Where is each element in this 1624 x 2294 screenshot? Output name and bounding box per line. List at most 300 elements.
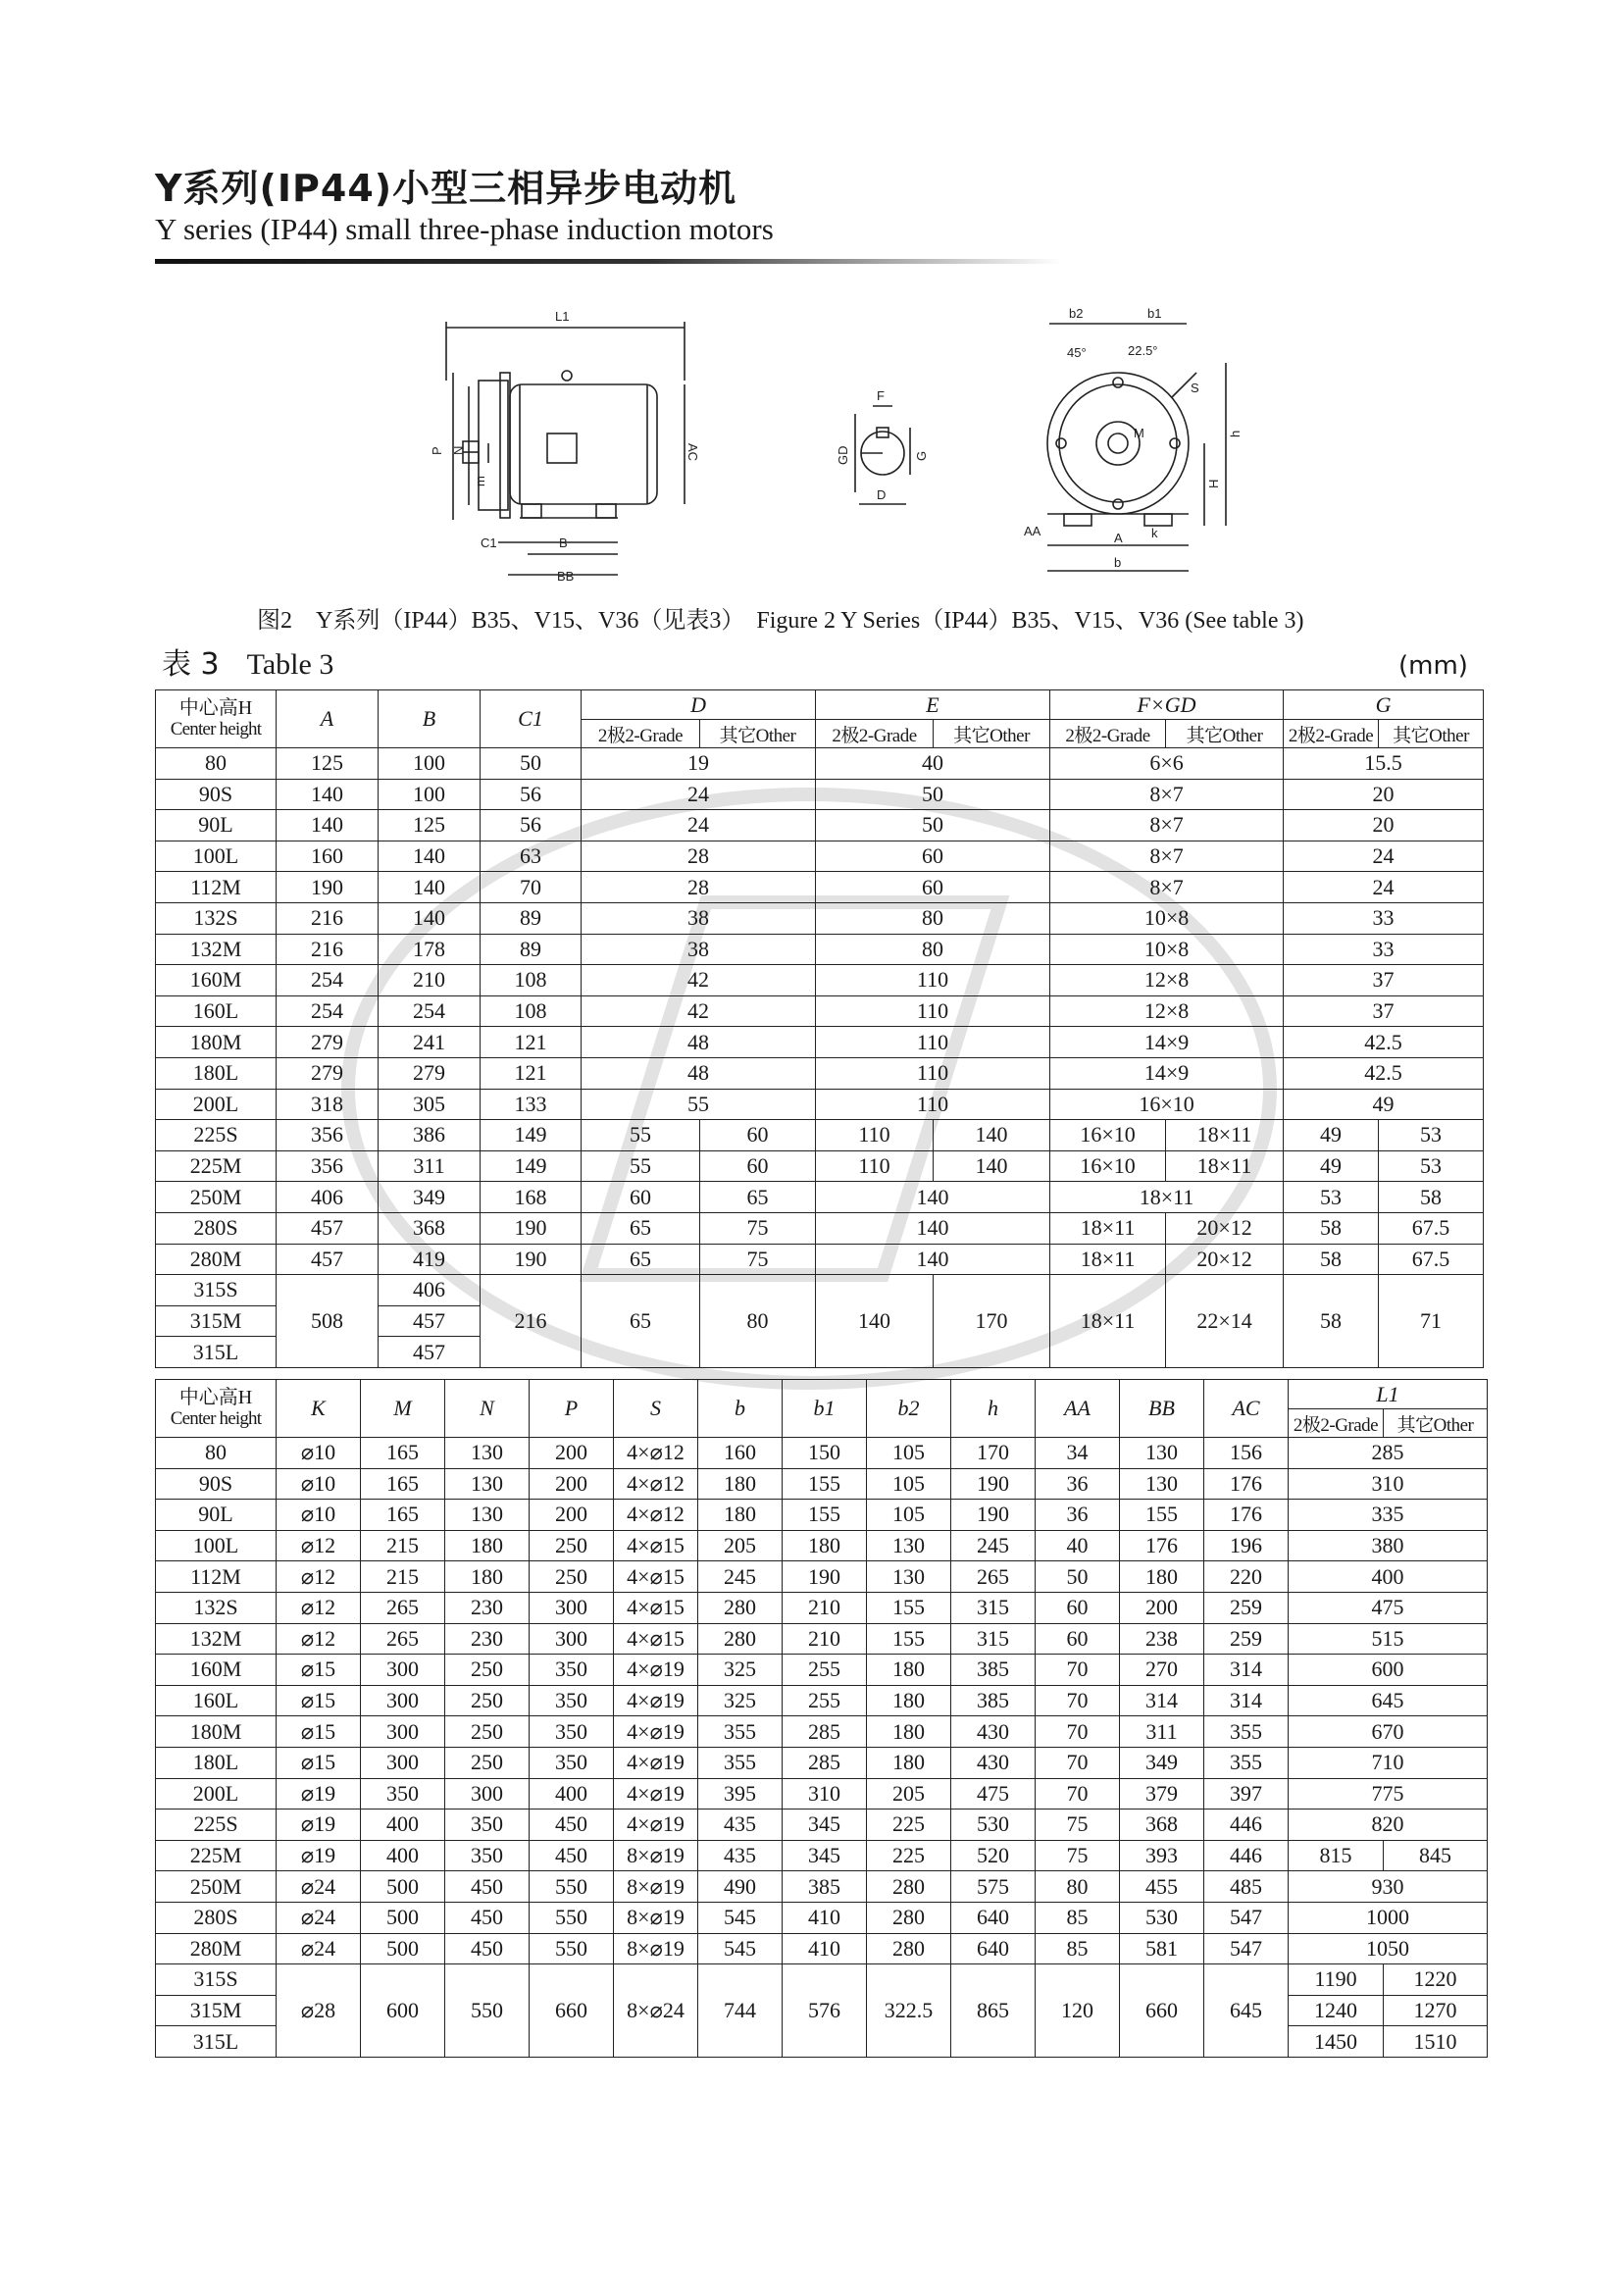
dimension-table-1 <box>155 689 1484 1368</box>
table-cell: 6×6 <box>1050 748 1284 780</box>
table-cell: 33 <box>1284 902 1484 934</box>
table-cell: 70 <box>1036 1655 1120 1686</box>
table-row <box>156 1561 1488 1593</box>
table-row <box>156 1244 1484 1275</box>
table-row <box>156 1150 1484 1182</box>
table-cell: 500 <box>361 1902 445 1933</box>
table-cell: 85 <box>1036 1933 1120 1964</box>
end-view-drawing <box>1047 324 1226 571</box>
table-cell: 600 <box>1289 1655 1488 1686</box>
table-cell: 80 <box>156 1438 277 1469</box>
table-cell: 820 <box>1289 1810 1488 1841</box>
header-N: N <box>445 1380 530 1438</box>
table-cell: 1190 <box>1289 1964 1384 1996</box>
table-cell: 406 <box>379 1275 481 1306</box>
table-cell: 530 <box>951 1810 1036 1841</box>
table-cell: 315L <box>156 1337 277 1368</box>
table-row <box>156 1120 1484 1151</box>
table-cell: 265 <box>361 1592 445 1623</box>
table-cell: 160 <box>277 841 379 872</box>
table-cell: 20 <box>1284 779 1484 810</box>
table-cell: 10×8 <box>1050 902 1284 934</box>
table-cell: 50 <box>816 810 1050 841</box>
table-cell: 345 <box>783 1810 867 1841</box>
table-row <box>156 779 1484 810</box>
table-cell: 250 <box>445 1747 530 1778</box>
table-cell: 8×⌀19 <box>614 1902 698 1933</box>
table-cell: 640 <box>951 1902 1036 1933</box>
table-cell: 140 <box>816 1182 1050 1213</box>
header-M: M <box>361 1380 445 1438</box>
table-cell: 110 <box>816 965 1050 996</box>
table-cell: 132S <box>156 1592 277 1623</box>
center-height-cell: 90S <box>156 779 277 810</box>
table-cell: 400 <box>361 1810 445 1841</box>
subheader-other: 其它Other <box>1379 720 1484 748</box>
table-cell: 55 <box>582 1089 816 1120</box>
table-cell: 4×⌀15 <box>614 1530 698 1561</box>
table-cell: 196 <box>1204 1530 1289 1561</box>
table-row <box>156 810 1484 841</box>
svg-text:H: H <box>1206 479 1221 488</box>
table-cell: 279 <box>277 1027 379 1058</box>
table-row <box>156 872 1484 903</box>
table-cell: 355 <box>698 1747 783 1778</box>
table-cell: 430 <box>951 1747 1036 1778</box>
table-cell: 670 <box>1289 1716 1488 1748</box>
table-cell: ⌀12 <box>277 1592 361 1623</box>
table-cell: 4×⌀19 <box>614 1747 698 1778</box>
table-cell: 216 <box>481 1275 582 1368</box>
table-cell: 140 <box>816 1275 934 1368</box>
table-cell: 530 <box>1120 1902 1204 1933</box>
center-height-cell: 180L <box>156 1057 277 1089</box>
table-cell: ⌀19 <box>277 1840 361 1871</box>
table-cell: 75 <box>1036 1810 1120 1841</box>
svg-text:A: A <box>1114 531 1123 545</box>
subheader-grade2: 2极2-Grade <box>816 720 934 748</box>
table-cell: 300 <box>361 1655 445 1686</box>
table-cell: 216 <box>277 902 379 934</box>
table-cell: 67.5 <box>1379 1244 1484 1275</box>
table-cell: 42.5 <box>1284 1027 1484 1058</box>
table-cell: 53 <box>1379 1150 1484 1182</box>
table-cell: 350 <box>445 1810 530 1841</box>
table-cell: 435 <box>698 1810 783 1841</box>
table-cell: 349 <box>379 1182 481 1213</box>
table-cell: 200L <box>156 1778 277 1810</box>
table-cell: 490 <box>698 1871 783 1903</box>
svg-text:AC: AC <box>685 443 700 462</box>
table-cell: 75 <box>1036 1840 1120 1871</box>
table-cell: 60 <box>816 841 1050 872</box>
table-cell: 1240 <box>1289 1995 1384 2026</box>
table-cell: 520 <box>951 1840 1036 1871</box>
table-cell: 50 <box>1036 1561 1120 1593</box>
table-cell: 322.5 <box>867 1964 951 2058</box>
table-cell: 250M <box>156 1871 277 1903</box>
table-cell: 475 <box>951 1778 1036 1810</box>
table-cell: 80 <box>1036 1871 1120 1903</box>
table-cell: 58 <box>1284 1212 1379 1244</box>
table-cell: 125 <box>379 810 481 841</box>
table-cell: 12×8 <box>1050 995 1284 1027</box>
table-cell: 58 <box>1284 1275 1379 1368</box>
center-height-cell: 180M <box>156 1027 277 1058</box>
table-cell: 50 <box>816 779 1050 810</box>
table-cell: 318 <box>277 1089 379 1120</box>
table-cell: 315M <box>156 1995 277 2026</box>
table-cell: 393 <box>1120 1840 1204 1871</box>
table-cell: 575 <box>951 1871 1036 1903</box>
table-cell: 225M <box>156 1150 277 1182</box>
page-title-en: Y series (IP44) small three-phase induction motors <box>155 212 774 246</box>
table-cell: 1450 <box>1289 2026 1384 2058</box>
table-cell: 42.5 <box>1284 1057 1484 1089</box>
table-cell: 230 <box>445 1592 530 1623</box>
table-cell: 160L <box>156 1685 277 1716</box>
table-cell: 475 <box>1289 1592 1488 1623</box>
table-cell: 279 <box>277 1057 379 1089</box>
table-cell: 225 <box>867 1840 951 1871</box>
table-cell: 385 <box>951 1685 1036 1716</box>
table-cell: 350 <box>530 1655 614 1686</box>
table-cell: 356 <box>277 1120 379 1151</box>
table-cell: 110 <box>816 1027 1050 1058</box>
center-height-cell: 100L <box>156 841 277 872</box>
table-cell: 279 <box>379 1057 481 1089</box>
table-cell: 250 <box>530 1530 614 1561</box>
svg-text:S: S <box>1191 381 1199 395</box>
table-cell: 71 <box>1379 1275 1484 1368</box>
table-cell: 1270 <box>1384 1995 1488 2026</box>
table-cell: 140 <box>379 902 481 934</box>
table-row <box>156 1212 1484 1244</box>
table-row <box>156 841 1484 872</box>
table-cell: ⌀28 <box>277 1964 361 2058</box>
table-cell: 315S <box>156 1275 277 1306</box>
table-cell: 121 <box>481 1057 582 1089</box>
svg-text:GD: GD <box>836 445 850 465</box>
table-row <box>156 1275 1484 1306</box>
table-cell: 65 <box>582 1244 700 1275</box>
table-cell: 28 <box>582 872 816 903</box>
table-cell: 550 <box>445 1964 530 2058</box>
table-cell: 67.5 <box>1379 1212 1484 1244</box>
table-cell: 165 <box>361 1500 445 1531</box>
table-cell: 314 <box>1204 1685 1289 1716</box>
table-cell: 155 <box>867 1623 951 1655</box>
table-cell: 200 <box>530 1438 614 1469</box>
table-row <box>156 1468 1488 1500</box>
table-cell: 140 <box>816 1244 1050 1275</box>
table-cell: 180 <box>867 1747 951 1778</box>
table-row <box>156 1840 1488 1871</box>
table-cell: 314 <box>1204 1655 1289 1686</box>
center-height-cell: 132M <box>156 934 277 965</box>
table-cell: 265 <box>361 1623 445 1655</box>
table-cell: 547 <box>1204 1933 1289 1964</box>
table-cell: 265 <box>951 1561 1036 1593</box>
table-cell: ⌀12 <box>277 1530 361 1561</box>
svg-text:k: k <box>1151 526 1158 540</box>
table-cell: 190 <box>481 1244 582 1275</box>
table-cell: 28 <box>582 841 816 872</box>
table-cell: 60 <box>700 1150 816 1182</box>
table-row <box>156 995 1484 1027</box>
table-cell: 18×11 <box>1166 1150 1284 1182</box>
table-cell: 18×11 <box>1050 1275 1166 1368</box>
table-row <box>156 1655 1488 1686</box>
table-cell: 845 <box>1384 1840 1488 1871</box>
table-cell: 311 <box>1120 1716 1204 1748</box>
table-cell: 545 <box>698 1902 783 1933</box>
table-cell: 815 <box>1289 1840 1384 1871</box>
table-cell: 576 <box>783 1964 867 2058</box>
table-cell: 305 <box>379 1089 481 1120</box>
table-cell: 710 <box>1289 1747 1488 1778</box>
table-cell: 130 <box>867 1561 951 1593</box>
table-cell: ⌀10 <box>277 1500 361 1531</box>
table-cell: 20×12 <box>1166 1212 1284 1244</box>
table-cell: 156 <box>1204 1438 1289 1469</box>
table-cell: 180 <box>698 1500 783 1531</box>
table-cell: 180 <box>445 1561 530 1593</box>
table-cell: 180M <box>156 1716 277 1748</box>
table-cell: 105 <box>867 1468 951 1500</box>
table-row <box>156 1716 1488 1748</box>
table-cell: 8×⌀19 <box>614 1840 698 1871</box>
table-cell: 280 <box>867 1871 951 1903</box>
table-cell: 180 <box>1120 1561 1204 1593</box>
table-cell: 130 <box>445 1468 530 1500</box>
table-cell: 397 <box>1204 1778 1289 1810</box>
table-cell: ⌀15 <box>277 1685 361 1716</box>
svg-text:L1: L1 <box>555 309 570 324</box>
center-height-cell: 112M <box>156 872 277 903</box>
table-cell: 130 <box>445 1500 530 1531</box>
subheader-other: 其它Other <box>934 720 1050 748</box>
table-cell: 4×⌀15 <box>614 1592 698 1623</box>
table-cell: 315M <box>156 1305 277 1337</box>
header-S: S <box>614 1380 698 1438</box>
table-cell: 545 <box>698 1933 783 1964</box>
table-cell: 56 <box>481 810 582 841</box>
table-cell: 100 <box>379 779 481 810</box>
table-cell: 430 <box>951 1716 1036 1748</box>
table-cell: 300 <box>445 1778 530 1810</box>
table-row <box>156 1623 1488 1655</box>
table-cell: 20 <box>1284 810 1484 841</box>
table-cell: 300 <box>361 1685 445 1716</box>
header-b: b <box>698 1380 783 1438</box>
table-cell: 1000 <box>1289 1902 1488 1933</box>
svg-text:AA: AA <box>1024 524 1041 538</box>
table-cell: 205 <box>698 1530 783 1561</box>
table-cell: 1220 <box>1384 1964 1488 1996</box>
table-cell: 380 <box>1289 1530 1488 1561</box>
header-AA: AA <box>1036 1380 1120 1438</box>
table-cell: 42 <box>582 995 816 1027</box>
table-cell: 385 <box>951 1655 1036 1686</box>
table-cell: ⌀19 <box>277 1778 361 1810</box>
svg-text:m: m <box>473 476 487 486</box>
header-h: h <box>951 1380 1036 1438</box>
table-cell: 160 <box>698 1438 783 1469</box>
table-cell: 225 <box>867 1810 951 1841</box>
table-cell: 255 <box>783 1655 867 1686</box>
table-cell: 1050 <box>1289 1933 1488 1964</box>
table-cell: 4×⌀15 <box>614 1623 698 1655</box>
table-cell: 245 <box>698 1561 783 1593</box>
table-cell: 225M <box>156 1840 277 1871</box>
table-cell: 300 <box>361 1747 445 1778</box>
table-cell: ⌀15 <box>277 1716 361 1748</box>
table-cell: 315 <box>951 1592 1036 1623</box>
table-cell: 645 <box>1204 1964 1289 2058</box>
table-cell: ⌀15 <box>277 1655 361 1686</box>
table-cell: 130 <box>445 1438 530 1469</box>
table-cell: 140 <box>379 841 481 872</box>
table-cell: 8×7 <box>1050 779 1284 810</box>
table-cell: 178 <box>379 934 481 965</box>
table-row <box>156 1871 1488 1903</box>
table-row <box>156 1592 1488 1623</box>
table-row <box>156 1027 1484 1058</box>
table-cell: 400 <box>530 1778 614 1810</box>
table-cell: 250 <box>445 1685 530 1716</box>
table-cell: 65 <box>700 1182 816 1213</box>
table-cell: 250 <box>530 1561 614 1593</box>
table-cell: 640 <box>951 1933 1036 1964</box>
table-cell: 18×11 <box>1050 1244 1166 1275</box>
header-AC: AC <box>1204 1380 1289 1438</box>
table-row <box>156 1964 1488 1996</box>
table-cell: 15.5 <box>1284 748 1484 780</box>
table-cell: 18×11 <box>1166 1120 1284 1151</box>
dimension-table-2 <box>155 1379 1488 2058</box>
table-cell: 65 <box>582 1275 700 1368</box>
table-cell: 350 <box>361 1778 445 1810</box>
table-cell: 18×11 <box>1050 1182 1284 1213</box>
header-L1: L1 <box>1289 1380 1488 1409</box>
table-cell: 53 <box>1379 1120 1484 1151</box>
table-cell: 450 <box>530 1810 614 1841</box>
svg-text:b1: b1 <box>1147 306 1162 321</box>
table-cell: ⌀12 <box>277 1561 361 1593</box>
table-cell: 205 <box>867 1778 951 1810</box>
table-cell: 600 <box>361 1964 445 2058</box>
table-cell: 200 <box>1120 1592 1204 1623</box>
table-cell: 49 <box>1284 1120 1379 1151</box>
subheader-other: 其它Other <box>1384 1409 1488 1438</box>
svg-text:F: F <box>877 388 885 403</box>
table-cell: 110 <box>816 995 1050 1027</box>
table-cell: 508 <box>277 1275 379 1368</box>
header-rule <box>155 259 1062 264</box>
table-cell: 176 <box>1120 1530 1204 1561</box>
figure-caption: 图2 Y系列（IP44）B35、V15、V36（见表3） Figure 2 Y Series（IP44）B35、V15、V36 (See table 3) <box>257 608 1304 634</box>
table-cell: 180 <box>867 1716 951 1748</box>
table-cell: 112M <box>156 1561 277 1593</box>
table-cell: 280 <box>698 1623 783 1655</box>
table-cell: 130 <box>1120 1438 1204 1469</box>
table-cell: 180 <box>867 1685 951 1716</box>
table-cell: 75 <box>700 1212 816 1244</box>
table-cell: 190 <box>277 872 379 903</box>
table-cell: 410 <box>783 1933 867 1964</box>
table-cell: 457 <box>379 1337 481 1368</box>
table-cell: 457 <box>277 1244 379 1275</box>
table-cell: 165 <box>361 1438 445 1469</box>
center-height-cell: 132S <box>156 902 277 934</box>
table-cell: 8×7 <box>1050 841 1284 872</box>
table-cell: 350 <box>445 1840 530 1871</box>
table-cell: ⌀19 <box>277 1810 361 1841</box>
table-row <box>156 1902 1488 1933</box>
table-cell: 108 <box>481 995 582 1027</box>
center-height-cell: 200L <box>156 1089 277 1120</box>
header-C1: C1 <box>481 690 582 748</box>
table-cell: 345 <box>783 1840 867 1871</box>
table-cell: 37 <box>1284 965 1484 996</box>
table-cell: 254 <box>277 995 379 1027</box>
svg-text:h: h <box>1228 430 1243 437</box>
table-cell: 155 <box>867 1592 951 1623</box>
table-cell: 176 <box>1204 1500 1289 1531</box>
header-center-height: 中心高H Center height <box>156 690 277 748</box>
table-cell: 410 <box>783 1902 867 1933</box>
table-cell: 70 <box>481 872 582 903</box>
table-cell: 140 <box>816 1212 1050 1244</box>
table-cell: 149 <box>481 1150 582 1182</box>
table-row <box>156 1530 1488 1561</box>
table-cell: 280S <box>156 1902 277 1933</box>
table-cell: 500 <box>361 1871 445 1903</box>
table-cell: 155 <box>1120 1500 1204 1531</box>
table-cell: 36 <box>1036 1500 1120 1531</box>
table-cell: 215 <box>361 1561 445 1593</box>
table-cell: 311 <box>379 1150 481 1182</box>
table-cell: 368 <box>1120 1810 1204 1841</box>
table-cell: 350 <box>530 1747 614 1778</box>
table-cell: 315S <box>156 1964 277 1996</box>
table-cell: 645 <box>1289 1685 1488 1716</box>
svg-text:22.5°: 22.5° <box>1128 343 1158 358</box>
subheader-other: 其它Other <box>700 720 816 748</box>
table-cell: 744 <box>698 1964 783 2058</box>
table-cell: 60 <box>700 1120 816 1151</box>
table-cell: 245 <box>951 1530 1036 1561</box>
svg-text:b2: b2 <box>1069 306 1084 321</box>
table-cell: 130 <box>867 1530 951 1561</box>
table-cell: 254 <box>379 995 481 1027</box>
motor-dimension-drawings <box>373 304 1255 598</box>
table-cell: 4×⌀12 <box>614 1438 698 1469</box>
table-cell: 400 <box>1289 1561 1488 1593</box>
table-cell: 190 <box>951 1468 1036 1500</box>
table-cell: 250 <box>445 1655 530 1686</box>
table-cell: 33 <box>1284 934 1484 965</box>
table-cell: 4×⌀19 <box>614 1810 698 1841</box>
table-cell: 65 <box>582 1212 700 1244</box>
table-cell: 58 <box>1284 1244 1379 1275</box>
table-cell: 55 <box>582 1120 700 1151</box>
table-cell: 110 <box>816 1120 934 1151</box>
table-cell: 60 <box>582 1182 700 1213</box>
table-cell: 110 <box>816 1150 934 1182</box>
svg-text:b: b <box>1114 555 1122 570</box>
